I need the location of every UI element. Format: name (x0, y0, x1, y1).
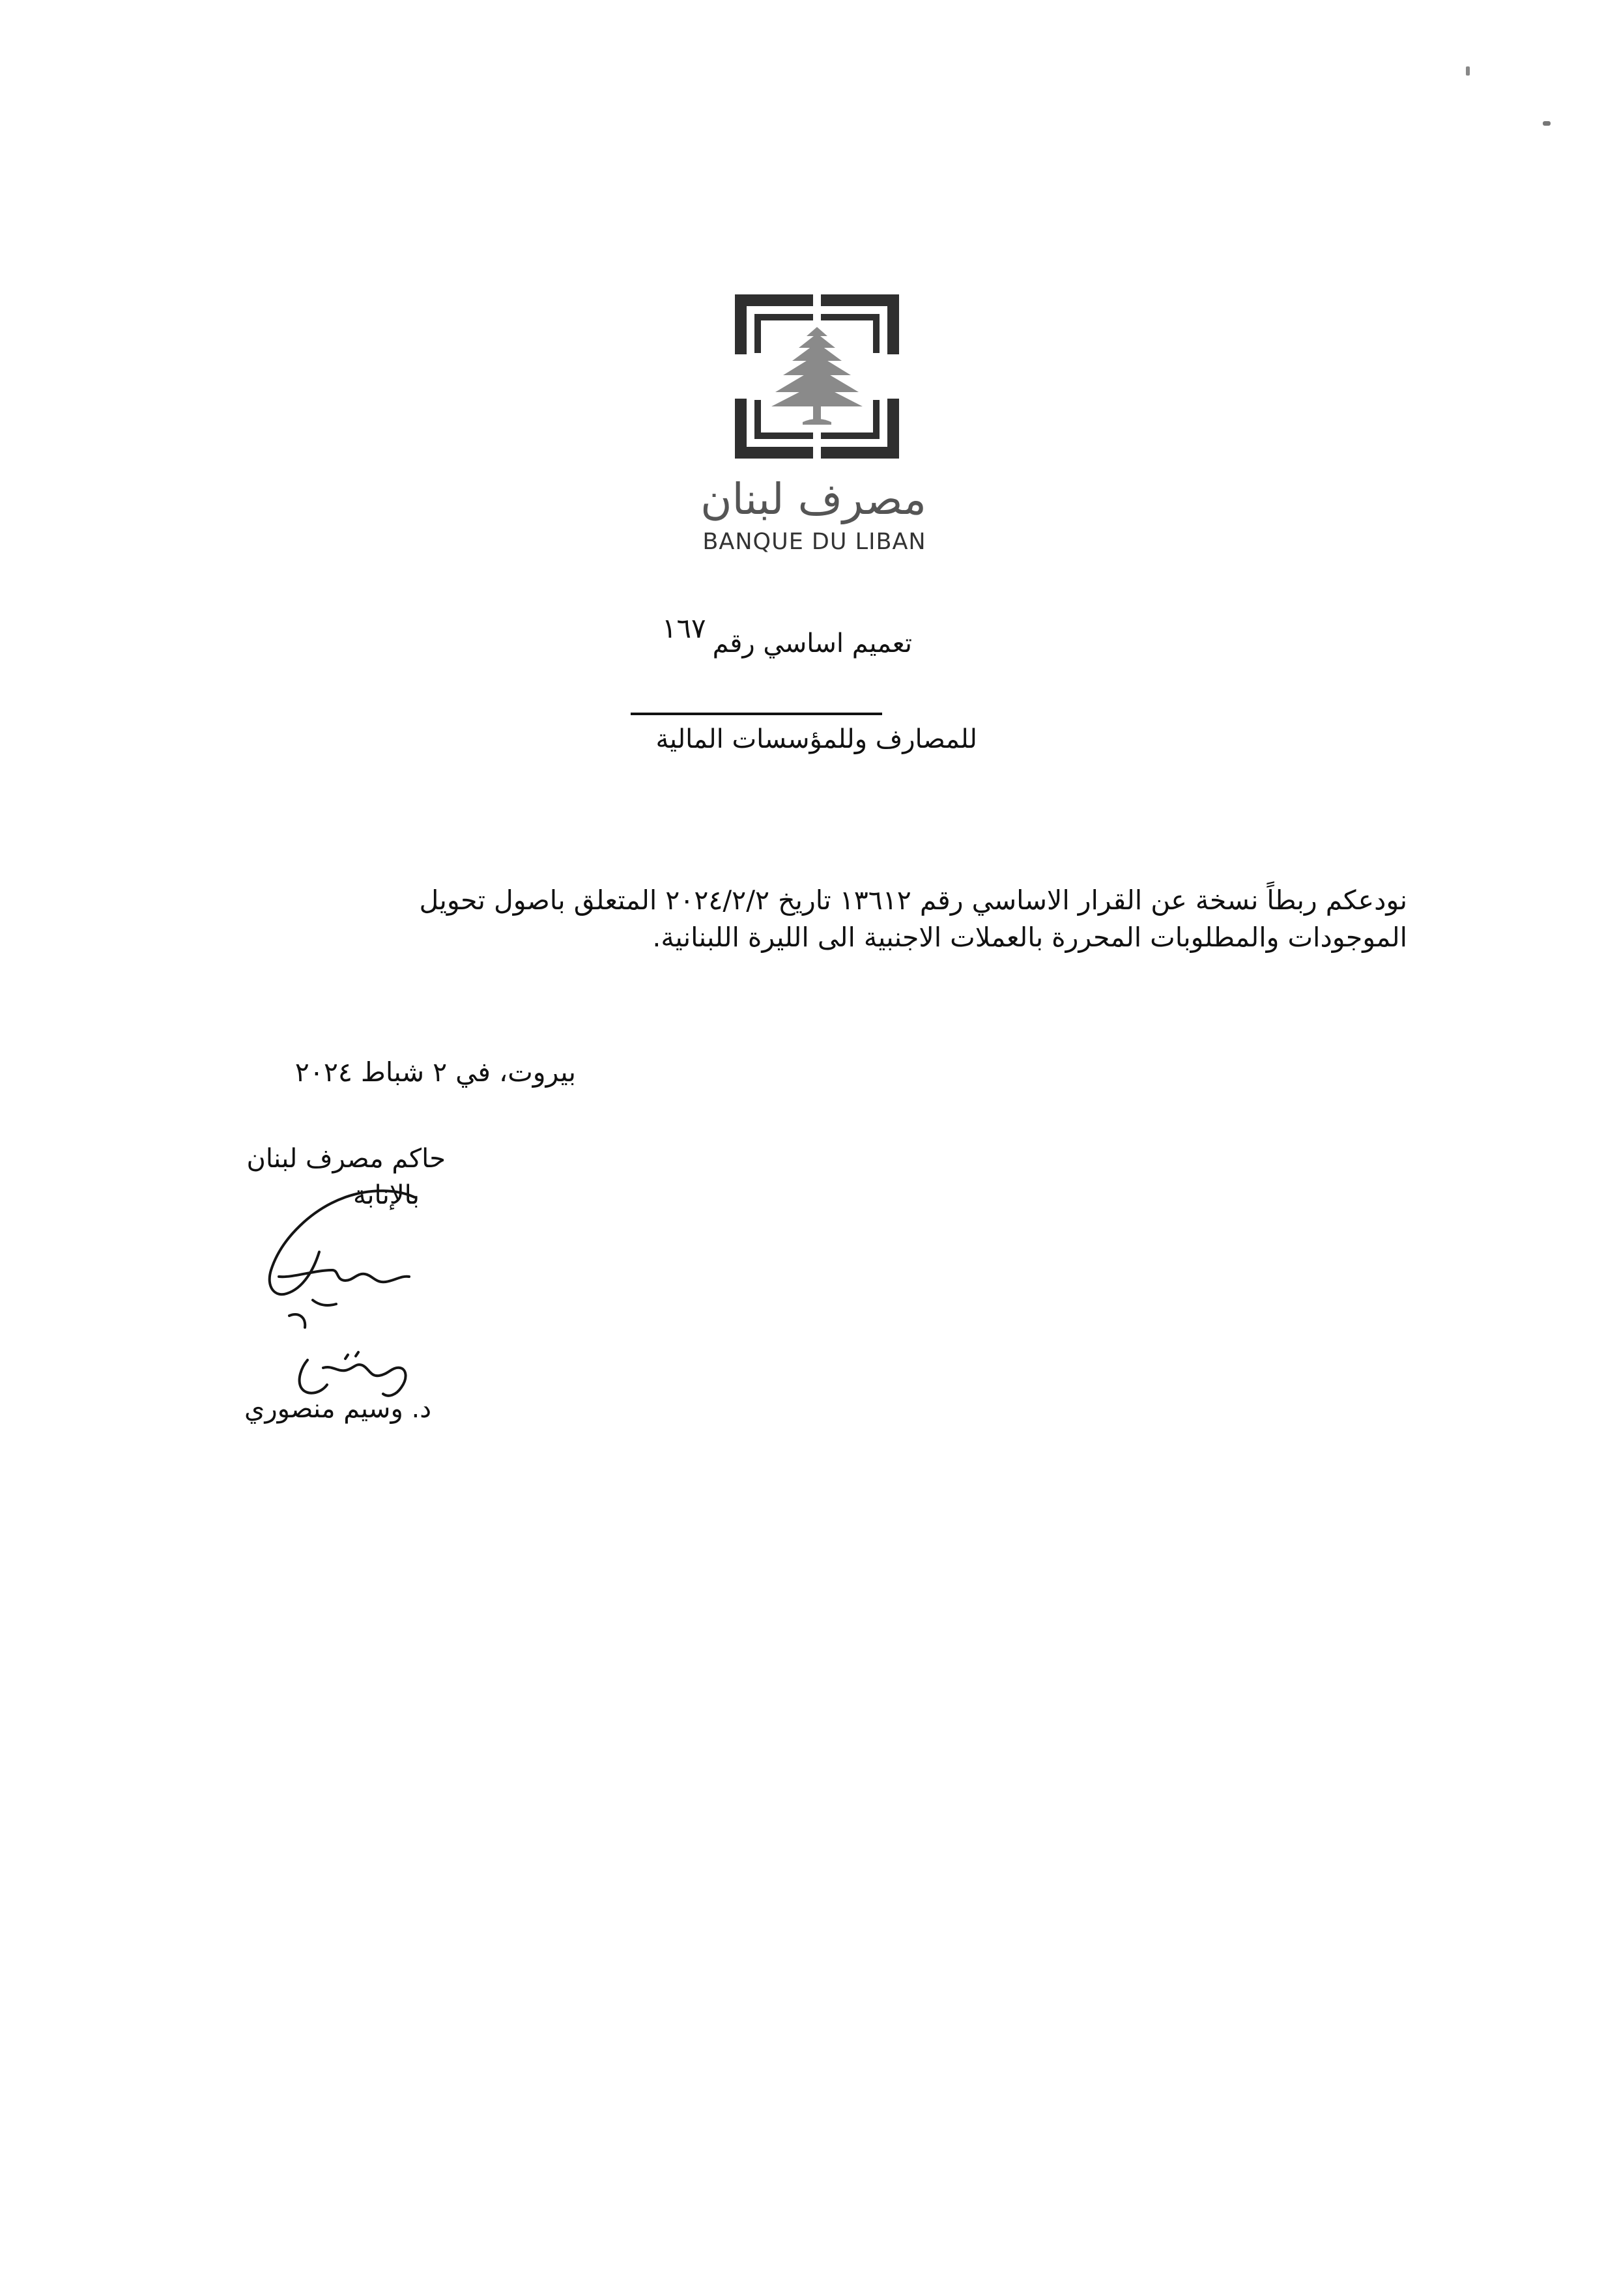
place-date-line: بيروت، في ٢ شباط ٢٠٢٤ (294, 1056, 576, 1088)
signatory-capacity: بالإنابة (352, 1180, 420, 1210)
cedar-tree-icon (771, 327, 863, 425)
title-underline (631, 713, 882, 715)
scan-speck (1466, 66, 1470, 76)
body-line: نودعكم ربطاً نسخة عن القرار الاساسي رقم ١٣٦١٢ تاريخ ٢٠٢٤/٢/٢ المتعلق باصول تحويل (419, 885, 1407, 916)
circular-number: ١٦٧ (661, 612, 706, 644)
logo-latin-name: BANQUE DU LIBAN (702, 529, 926, 555)
body-paragraph (195, 882, 1407, 956)
scan-speck (1543, 121, 1551, 126)
banque-du-liban-logo (735, 294, 899, 459)
addressee: للمصارف وللمؤسسات المالية (655, 724, 977, 754)
signatory-title: حاكم مصرف لبنان (246, 1144, 446, 1174)
signatory-name: د. وسيم منصوري (244, 1394, 431, 1424)
body-line: الموجودات والمطلوبات المحررة بالعملات الاجنبية الى الليرة اللبنانية. (652, 922, 1407, 953)
logo-arabic-name: مصرف لبنان (700, 474, 926, 524)
circular-title-text: تعميم اساسي رقم (712, 629, 912, 659)
handwritten-signature (241, 1172, 443, 1413)
circular-title (661, 612, 912, 659)
